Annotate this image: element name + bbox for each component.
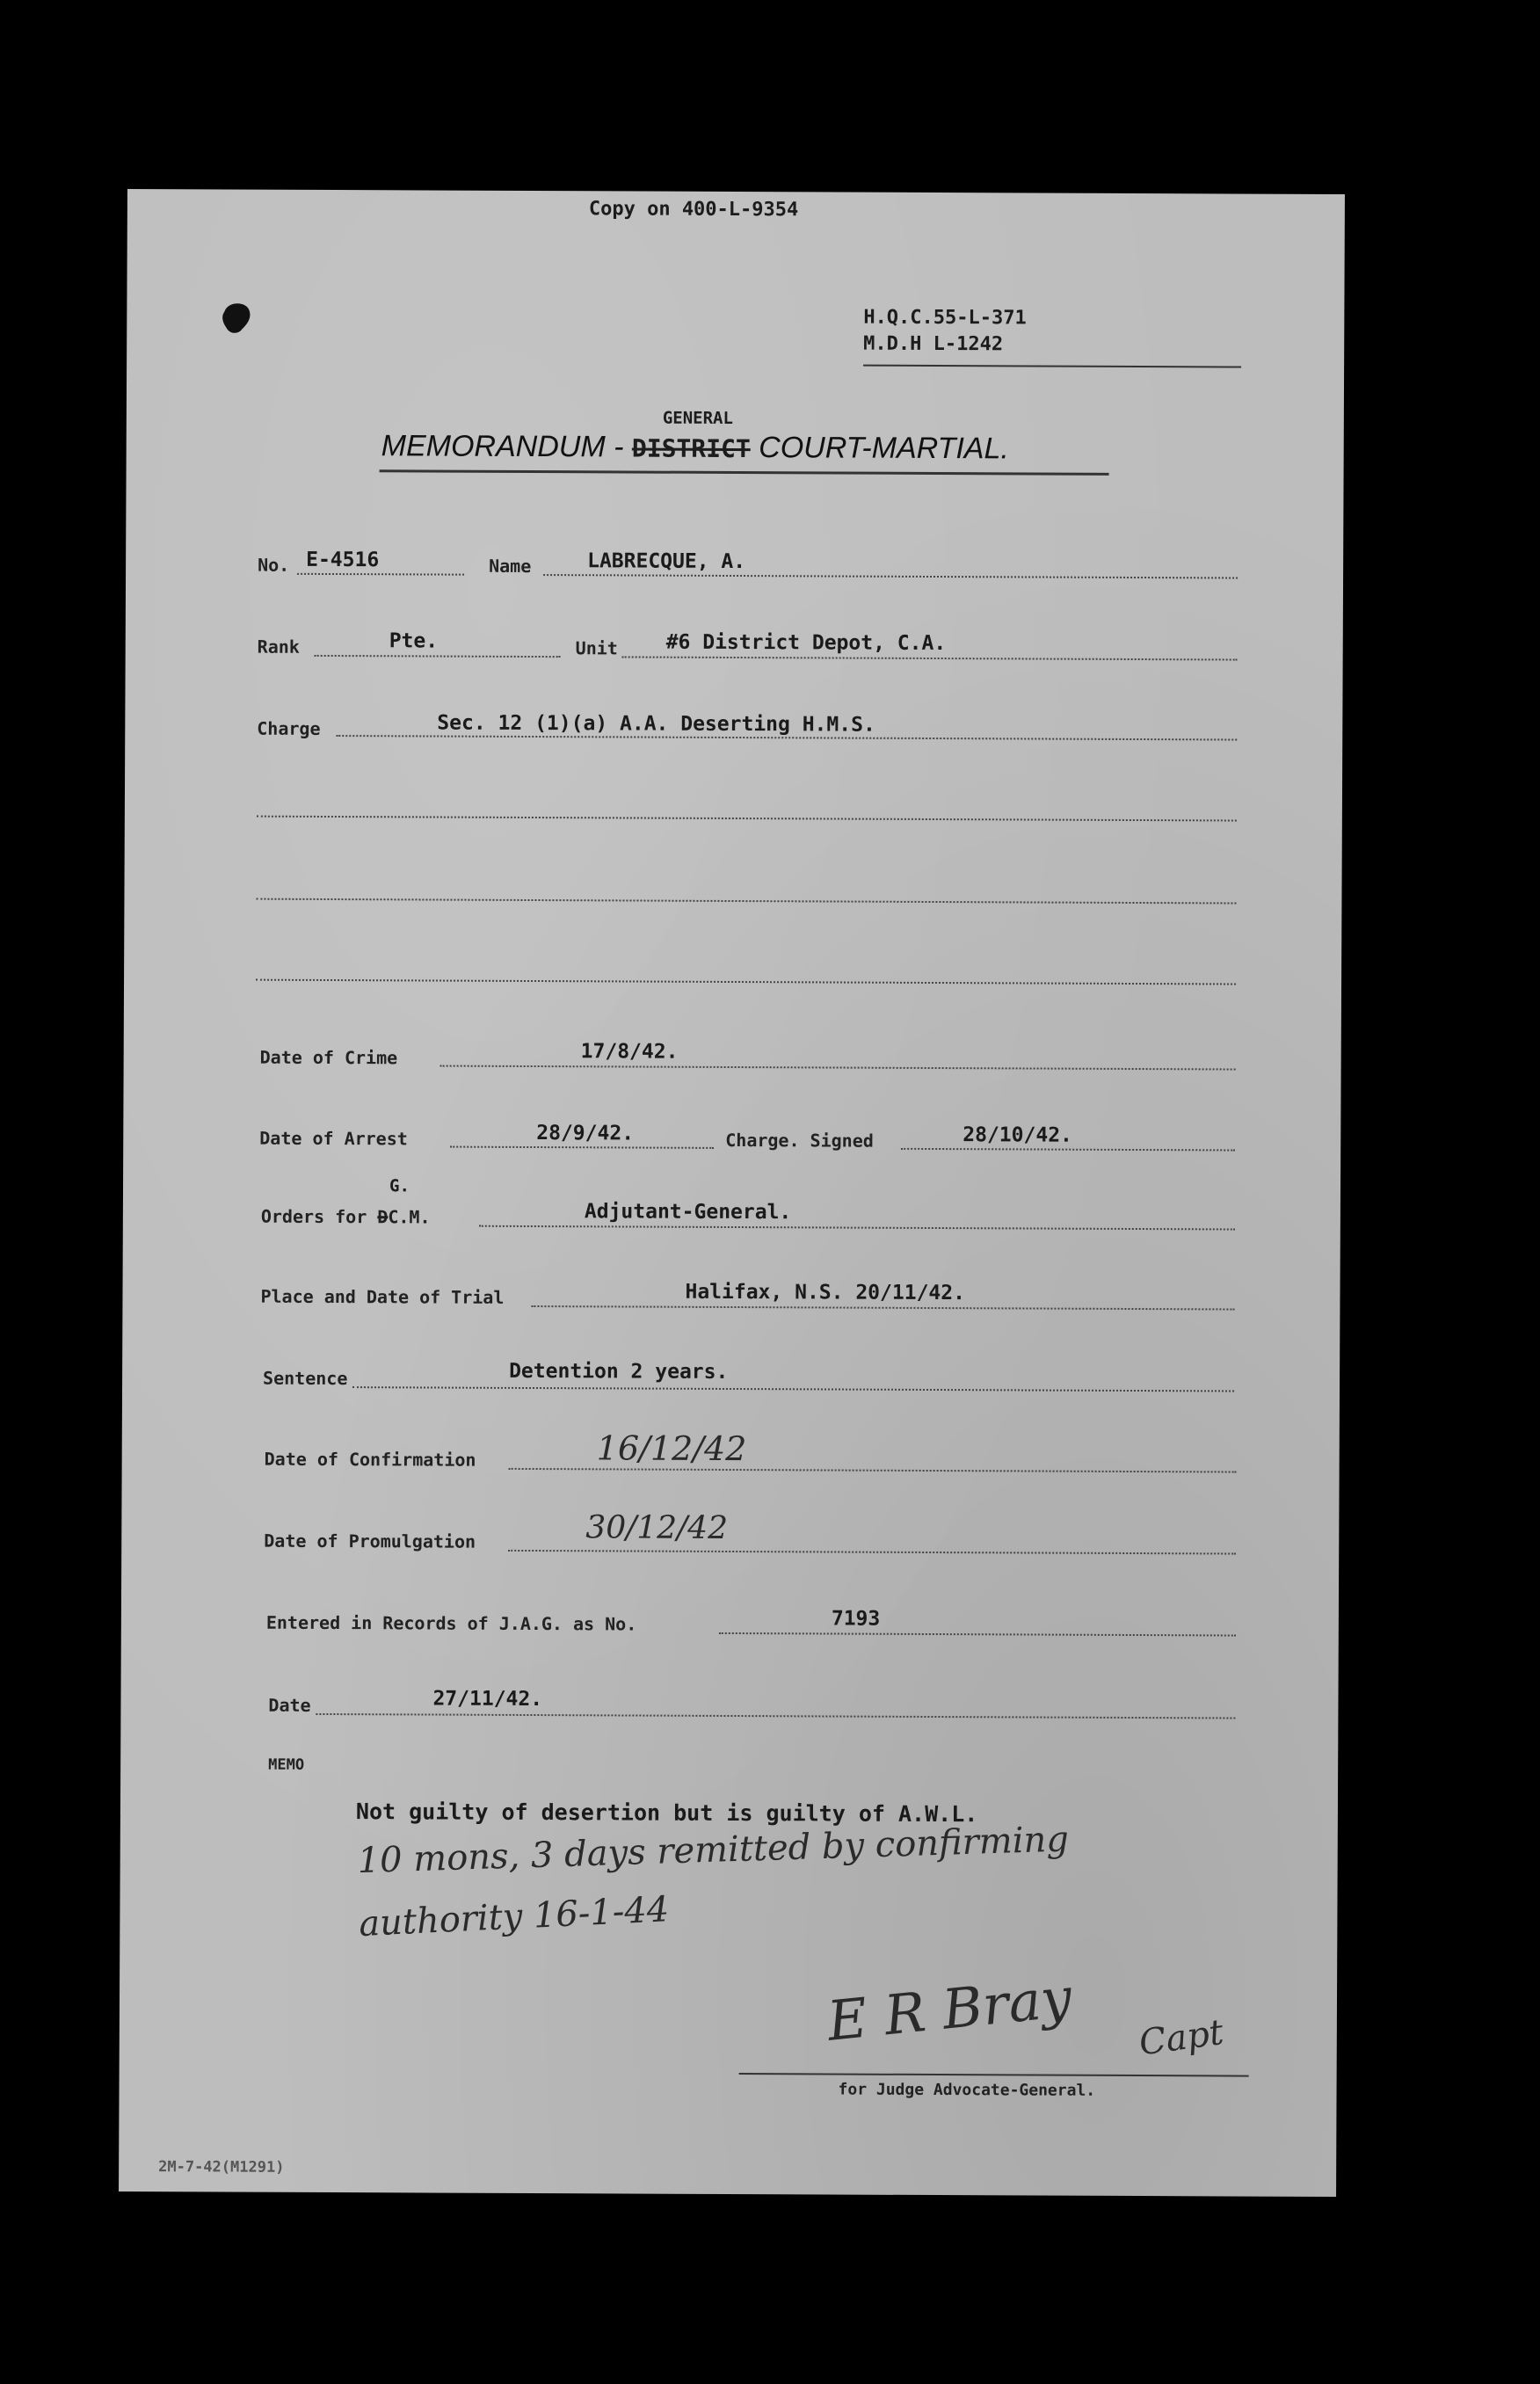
label-no: No. <box>258 554 290 576</box>
page-title <box>381 429 1009 466</box>
label-date-of-promulgation: Date of Promulgation <box>264 1530 476 1552</box>
memorandum-sheet <box>119 189 1345 2197</box>
label-orders-for: Orders for DC.M. <box>260 1205 431 1228</box>
form-number: 2M-7-42(M1291) <box>158 2158 285 2177</box>
title-inserted-word: GENERAL <box>662 408 733 428</box>
title-struck-word: DISTRICT <box>631 433 751 464</box>
value-place-date-trial: Halifax, N.S. 20/11/42. <box>685 1280 966 1305</box>
orders-struck-letter: D <box>377 1206 389 1228</box>
label-rank: Rank <box>257 636 300 658</box>
value-date-of-confirmation: 16/12/42 <box>596 1428 747 1469</box>
memo-handwritten-line-2: authority 16-1-44 <box>358 1889 671 1945</box>
file-ref-mdh: M.D.H L-1242 <box>863 332 1004 356</box>
label-sentence: Sentence <box>263 1367 348 1390</box>
value-date-of-promulgation: 30/12/42 <box>585 1509 729 1546</box>
value-rank: Pte. <box>389 629 439 653</box>
value-charge-signed: 28/10/42. <box>962 1123 1072 1147</box>
label-entered-records: Entered in Records of J.A.G. as No. <box>265 1611 637 1635</box>
copy-note: Copy on 400-L-9354 <box>588 198 799 222</box>
orders-inserted-letter: G. <box>389 1176 410 1196</box>
label-date-of-crime: Date of Crime <box>259 1046 398 1069</box>
value-date-of-crime: 17/8/42. <box>580 1040 679 1064</box>
label-unit: Unit <box>575 637 618 659</box>
label-place-date-trial: Place and Date of Trial <box>260 1285 505 1308</box>
memo-handwritten-line-1: 10 mons, 3 days remitted by confirming <box>356 1819 1070 1882</box>
value-date-of-arrest: 28/9/42. <box>536 1122 635 1145</box>
value-unit: #6 District Depot, C.A. <box>665 630 947 656</box>
label-charge: Charge <box>257 717 321 739</box>
file-ref-hqc: H.Q.C.55-L-371 <box>863 306 1027 330</box>
value-no: E-4516 <box>306 548 380 572</box>
memo-typed: Not guilty of desertion but is guilty of A.W.L. <box>355 1799 978 1828</box>
label-date-of-confirmation: Date of Confirmation <box>264 1448 476 1471</box>
label-date-of-arrest: Date of Arrest <box>259 1127 408 1150</box>
value-date: 27/11/42. <box>432 1687 543 1712</box>
title-suffix: COURT-MARTIAL. <box>759 431 1009 466</box>
value-orders-for: Adjutant-General. <box>584 1200 792 1225</box>
signature-caption: for Judge Advocate-General. <box>838 2080 1096 2100</box>
title-prefix: MEMORANDUM - <box>381 429 632 464</box>
label-charge-signed: Charge. Signed <box>725 1129 874 1152</box>
label-name: Name <box>489 555 532 577</box>
label-memo: MEMO <box>268 1755 305 1774</box>
value-name: LABRECQUE, A. <box>587 549 746 574</box>
value-sentence: Detention 2 years. <box>509 1359 729 1384</box>
value-charge: Sec. 12 (1)(a) A.A. Deserting H.M.S. <box>437 711 875 737</box>
label-date: Date <box>268 1694 311 1716</box>
value-entered-records: 7193 <box>831 1607 881 1631</box>
signature-rank: Capt <box>1137 2011 1226 2064</box>
ink-blot <box>219 299 254 338</box>
signature: E R Bray <box>824 1965 1075 2053</box>
